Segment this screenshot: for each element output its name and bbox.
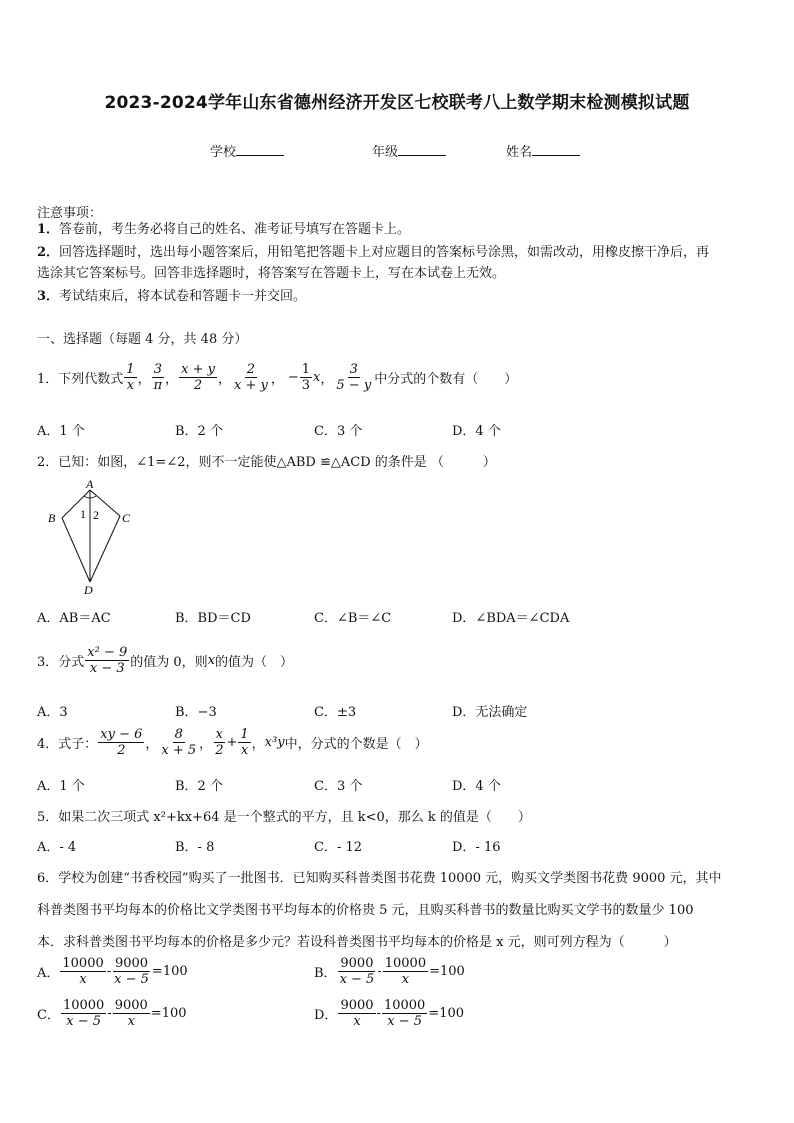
note-2-text-a: 回答选择题时，选出每小题答案后，用铅笔把答题卡上对应题目的答案标号涂黑，如需改动，用橡皮擦干净后，再 [59,245,710,260]
q6-option-a[interactable] [37,956,188,987]
q6-option-d[interactable] [314,998,464,1029]
note-1-number: 1． [37,222,60,237]
q1-prefix: 1．下列代数式 [37,372,124,387]
name-field[interactable] [506,141,580,160]
note-2-cont: 选涂其它答案标号。回答非选择题时，将答案写在答题卡上，写在本试卷上无效。 [37,266,506,281]
question-6-line-3: 本．求科普类图书平均每本的价格是多少元？若设科普类图书平均每本的价格是 x 元，则可列方程为（ ） [37,935,677,950]
q4-prefix: 4．式子： [37,737,98,752]
note-2 [37,241,759,264]
q6-c-frac-1: $\frac{10000}{x - 5}$ [62,998,105,1029]
school-label: 学校 [210,145,237,160]
q4-sep: ， [199,737,213,752]
q4-plus: + [226,735,238,750]
question-1-stem [37,362,517,393]
question-2-stem: 2．已知：如图，∠1=∠2，则不一定能使△ABD ≌△ACD 的条件是 （ ） [37,455,496,470]
q1-fraction-2: $\frac{3}{\pi}$ [153,362,163,393]
q2-option-a[interactable]: A．AB＝AC [37,611,111,626]
q6-d-minus: - [376,1006,381,1021]
note-2-number: 2． [37,245,60,260]
page-title: 2023-2024学年山东省德州经济开发区七校联考八上数学期末检测模拟试题 [104,93,690,113]
name-blank [532,143,580,156]
q3-prefix: 3．分式 [37,655,85,670]
q3-var: x [207,653,216,668]
q1-option-c[interactable]: C．3 个 [314,424,363,439]
q4-sep: ， [251,737,265,752]
q4-fraction-1: $\frac{xy - 6}{2}$ [100,727,143,758]
question-5-stem: 5．如果二次三项式 x²+kx+64 是一个整式的平方，且 k<0，那么 k 的值是（ ） [37,810,531,825]
q4-fraction-2: $\frac{8}{x + 5}$ [161,727,197,758]
q1-sep: ， [270,372,284,387]
q3-fraction: $\frac{\text{x² − 9}}{x - 3}$ [87,645,128,676]
edge-bd [62,518,90,582]
q6-d-frac-2: $\frac{10000}{x - 5}$ [383,998,426,1029]
note-3-number: 3． [37,289,60,304]
q6-option-c[interactable] [37,998,187,1029]
q1-suffix: 中分式的个数有（ ） [374,372,518,387]
q4-sep: ， [145,737,159,752]
q5-option-c[interactable]: C．- 12 [314,840,363,855]
q1-option-a[interactable]: A．1 个 [37,424,85,439]
section-header: 一、选择题（每题 4 分，共 48 分） [37,332,248,347]
notes-header: 注意事项： [37,206,103,221]
q6-b-frac-1: $\frac{9000}{x - 5}$ [339,956,375,987]
q1-fraction-1: $\frac{1}{x}$ [126,362,135,393]
q6-option-d-label: D． [314,1008,338,1023]
label-b: B [48,511,56,525]
q6-c-frac-2: $\frac{9000}{x}$ [114,998,148,1029]
q1-option-d[interactable]: D．4 个 [452,424,501,439]
q1-var-x: x [313,370,321,385]
q1-option-b[interactable]: B．2 个 [175,424,223,439]
school-field[interactable] [210,141,284,160]
q1-sep: ， [165,372,179,387]
q1-fraction-6: $\frac{3}{5 - y}$ [336,362,372,393]
note-1-text: 答卷前，考生务必将自己的姓名、准考证号填写在答题卡上。 [59,222,411,237]
label-a: A [86,478,94,491]
q4-option-d[interactable]: D．4 个 [452,779,501,794]
grade-label: 年级 [372,145,399,160]
q6-b-minus: - [377,964,382,979]
label-angle-1: 1 [80,507,86,521]
q5-option-b[interactable]: B．- 8 [175,840,215,855]
q6-a-eq: =100 [151,964,188,979]
q4-fraction-3a: $\frac{x}{2}$ [215,727,224,758]
q4-term-x3y: x³y [264,735,285,750]
q2-option-c[interactable]: C．∠B＝∠C [314,611,392,626]
q1-sep: ， [137,372,151,387]
q4-suffix: 中，分式的个数是（ ） [284,737,428,752]
note-1 [37,218,759,241]
q4-option-c[interactable]: C．3 个 [314,779,363,794]
label-d: D [84,583,93,597]
q5-option-d[interactable]: D．- 16 [452,840,501,855]
edge-cd [90,516,120,582]
note-3 [37,285,759,308]
question-3-stem [37,645,293,676]
q2-option-d[interactable]: D．∠BDA＝∠CDA [452,611,570,626]
note-3-text: 考试结束后，将本试卷和答题卡一并交回。 [59,289,307,304]
school-blank [236,143,284,156]
q4-option-a[interactable]: A．1 个 [37,779,85,794]
question-6-line-1: 6．学校为创建“书香校园”购买了一批图书．已知购买科普类图书花费 10000 元，购买文学类图书花费 9000 元，其中 [37,871,722,886]
q3-option-d[interactable]: D．无法确定 [452,705,528,720]
q6-d-eq: =100 [428,1006,465,1021]
q3-mid: 的值为 0，则 [130,655,208,670]
q1-sep: ， [217,372,231,387]
q6-b-eq: =100 [429,964,465,979]
grade-blank [398,143,446,156]
q1-fraction-5: $\frac{1}{3}$ [301,362,311,393]
q6-c-eq: =100 [150,1006,187,1021]
q1-minus-sign: − [287,370,299,385]
label-angle-2: 2 [93,508,99,522]
q6-option-b[interactable] [314,956,465,987]
q3-option-a[interactable]: A．3 [37,705,68,720]
q6-a-frac-1: $\frac{10000}{x}$ [62,956,104,987]
question-4-stem [37,727,428,758]
q6-option-c-label: C． [37,1008,60,1023]
q6-d-frac-1: $\frac{9000}{x}$ [340,998,374,1029]
q6-a-minus: - [106,964,112,979]
name-label: 姓名 [506,145,533,160]
q2-option-b[interactable]: B．BD＝CD [175,611,251,626]
q6-option-a-label: A． [37,966,60,981]
question-6-line-2: 科普类图书平均每本的价格比文学类图书平均每本的价格贵 5 元，且购买科普书的数量比购买文学书的数量少 100 [37,903,694,918]
grade-field[interactable] [372,141,446,160]
q3-option-c[interactable]: C．±3 [314,705,357,720]
q1-fraction-3: $\frac{x + y}{2}$ [181,362,215,393]
q2-kite-figure [40,478,140,598]
q1-sep: ， [320,372,334,387]
q5-option-a[interactable]: A．- 4 [37,840,77,855]
q1-fraction-4: $\frac{2}{x + y}$ [234,362,268,393]
label-c: C [122,511,131,525]
q3-suffix: 的值为（ ） [215,655,294,670]
q6-a-frac-2: $\frac{9000}{x - 5}$ [114,956,149,987]
q6-option-b-label: B． [314,966,337,981]
q4-fraction-3b: $\frac{1}{x}$ [240,727,249,758]
q4-option-b[interactable]: B．2 个 [175,779,223,794]
q6-c-minus: - [107,1006,112,1021]
q6-b-frac-2: $\frac{10000}{x}$ [384,956,427,987]
q3-option-b[interactable]: B．−3 [175,705,217,720]
